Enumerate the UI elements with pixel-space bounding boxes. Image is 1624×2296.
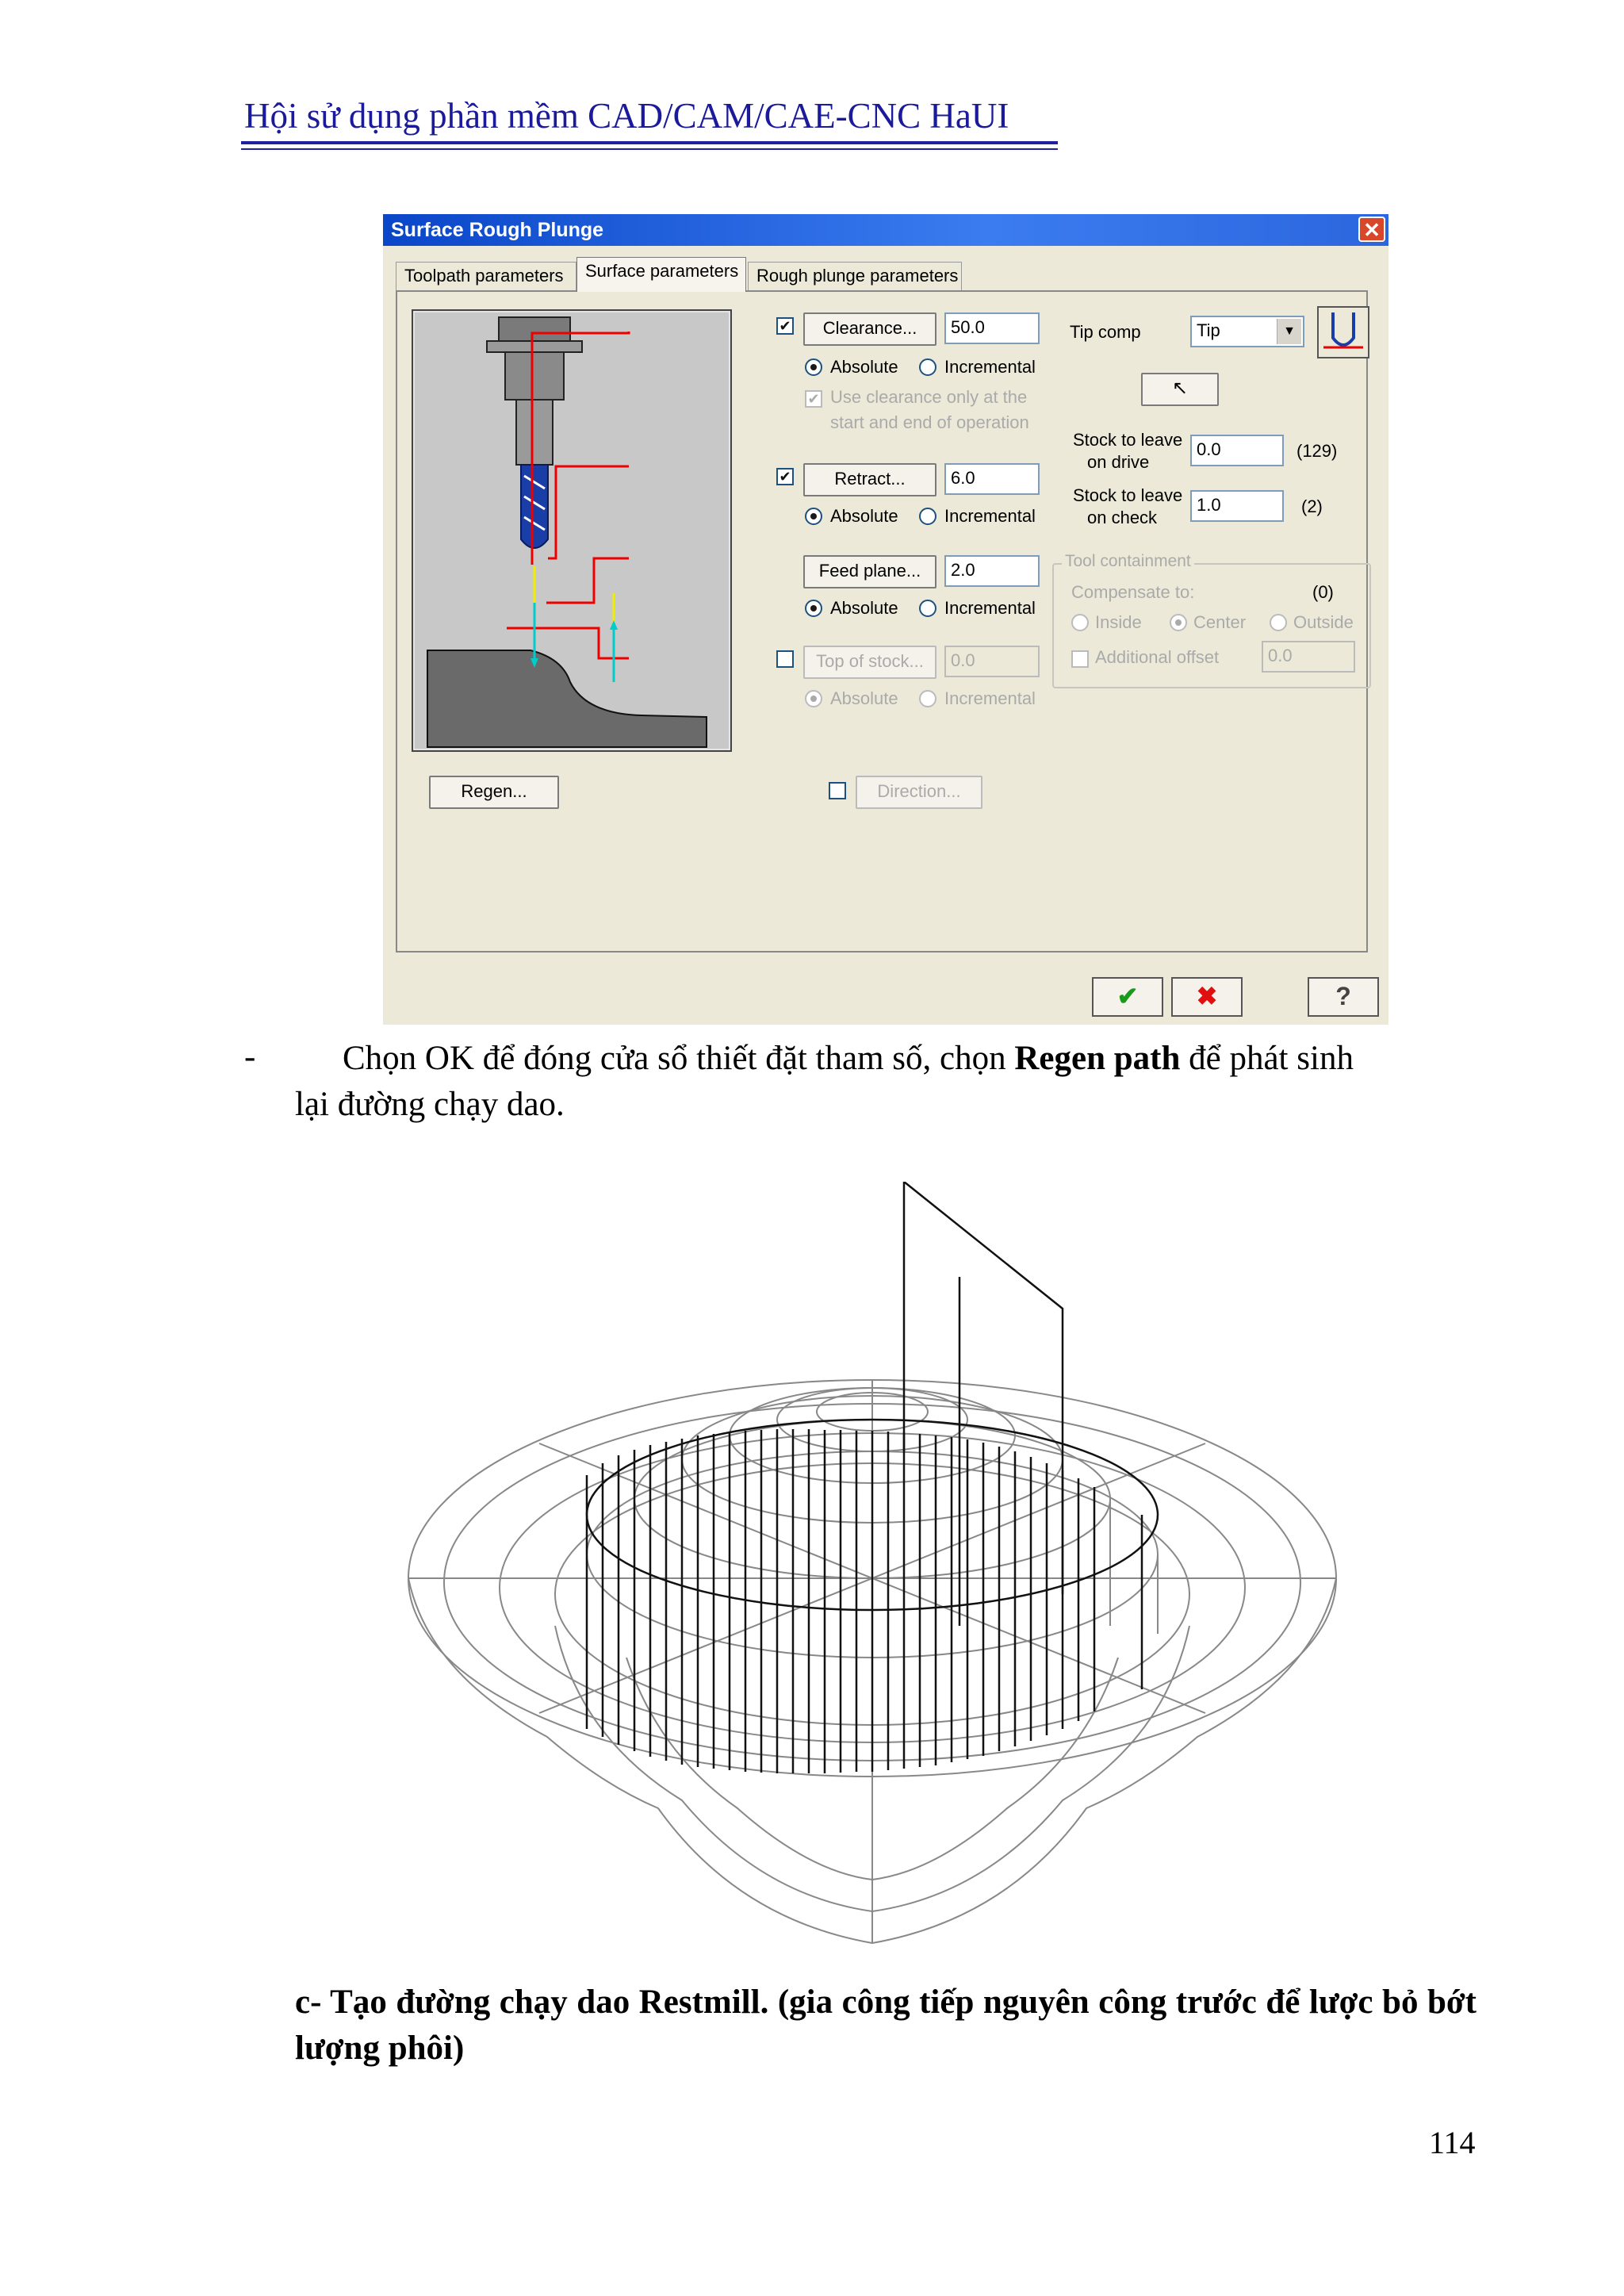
feed-plane-button[interactable]: Feed plane...	[803, 555, 936, 588]
stock-check-count: (2)	[1301, 496, 1323, 516]
ok-button[interactable]	[1092, 977, 1163, 1017]
stock-drive-label-1: Stock to leave	[1073, 430, 1183, 450]
tab-rough-plunge-parameters[interactable]: Rough plunge parameters	[748, 262, 962, 290]
section-heading: c- Tạo đường chạy dao Restmill. (gia công tiếp nguyên công trước để lược bỏ bớt lượng phôi)	[295, 1984, 1477, 2067]
surface-rough-plunge-dialog	[383, 214, 1388, 1025]
inside-radio[interactable]	[1071, 614, 1089, 631]
clearance-absolute-radio[interactable]	[805, 358, 822, 376]
retract-absolute-label: Absolute	[830, 506, 898, 526]
retract-absolute-radio[interactable]	[805, 508, 822, 525]
additional-offset-value[interactable]: 0.0	[1262, 641, 1355, 673]
compensate-count: (0)	[1312, 582, 1334, 602]
chevron-down-icon: ▼	[1277, 319, 1301, 344]
list-dash: -	[244, 1038, 256, 1075]
inside-label: Inside	[1095, 612, 1142, 632]
use-clearance-checkbox[interactable]: ✔	[805, 390, 822, 408]
outside-radio[interactable]	[1270, 614, 1287, 631]
tip-comp-icon	[1317, 306, 1369, 358]
tab-surface-parameters[interactable]: Surface parameters	[576, 257, 746, 292]
paragraph-line-1	[343, 1036, 1477, 1082]
tool-containment-legend: Tool containment	[1062, 552, 1194, 571]
retract-incremental-radio[interactable]	[919, 508, 936, 525]
tool-height-illustration	[412, 309, 732, 752]
clearance-checkbox[interactable]: ✔	[776, 317, 794, 335]
select-drive-surfaces-button[interactable]	[1141, 373, 1219, 406]
clearance-value[interactable]: 50.0	[944, 312, 1040, 344]
tip-comp-value: Tip	[1197, 320, 1220, 340]
center-label: Center	[1193, 612, 1247, 632]
paragraph-text-prefix: Chọn OK để đóng cửa sổ thiết đặt tham số, chọn	[343, 1040, 1015, 1077]
checkmark-icon: ✔	[1116, 982, 1139, 1010]
clearance-incremental-radio[interactable]	[919, 358, 936, 376]
help-button[interactable]	[1308, 977, 1379, 1017]
retract-value[interactable]: 6.0	[944, 463, 1040, 495]
close-icon: ✕	[1363, 218, 1381, 242]
paragraph-line-2: lại đường chạy dao.	[295, 1086, 565, 1123]
clearance-incremental-label: Incremental	[944, 357, 1036, 377]
top-of-stock-absolute-radio[interactable]	[805, 690, 822, 707]
use-clearance-label-2: start and end of operation	[830, 412, 1029, 432]
top-of-stock-button[interactable]: Top of stock...	[803, 646, 936, 679]
header-rule	[241, 141, 1058, 144]
feed-plane-value[interactable]: 2.0	[944, 555, 1040, 587]
regen-path-bold: Regen path	[1014, 1040, 1181, 1077]
dialog-title: Surface Rough Plunge	[391, 219, 604, 241]
page-header: Hội sử dụng phần mềm CAD/CAM/CAE-CNC HaUI	[244, 96, 1009, 136]
feed-plane-incremental-radio[interactable]	[919, 600, 936, 617]
clearance-button[interactable]: Clearance...	[803, 312, 936, 346]
stock-drive-value[interactable]: 0.0	[1190, 435, 1284, 466]
regen-button[interactable]: Regen...	[429, 776, 559, 809]
retract-incremental-label: Incremental	[944, 506, 1036, 526]
stock-drive-count: (129)	[1297, 441, 1338, 461]
top-of-stock-incremental-label: Incremental	[944, 688, 1036, 708]
compensate-to-label: Compensate to:	[1071, 582, 1195, 602]
direction-button[interactable]: Direction...	[856, 776, 982, 809]
top-of-stock-checkbox[interactable]	[776, 650, 794, 668]
tip-comp-select[interactable]	[1190, 316, 1304, 347]
header-rule-thin	[241, 148, 1058, 150]
additional-offset-label: Additional offset	[1095, 647, 1220, 667]
title-bar	[383, 214, 1388, 246]
use-clearance-label-1: Use clearance only at the	[830, 387, 1028, 407]
direction-checkbox[interactable]	[829, 782, 846, 799]
page-number: 114	[1429, 2125, 1476, 2160]
feed-plane-absolute-label: Absolute	[830, 598, 898, 618]
top-of-stock-incremental-radio[interactable]	[919, 690, 936, 707]
tab-toolpath-parameters[interactable]: Toolpath parameters	[396, 262, 576, 290]
tool-containment-group	[1052, 552, 1371, 688]
retract-button[interactable]: Retract...	[803, 463, 936, 496]
cancel-button[interactable]	[1171, 977, 1243, 1017]
feed-plane-absolute-radio[interactable]	[805, 600, 822, 617]
stock-check-value[interactable]: 1.0	[1190, 490, 1284, 522]
help-icon: ?	[1335, 982, 1351, 1010]
outside-label: Outside	[1293, 612, 1354, 632]
close-button[interactable]	[1358, 217, 1385, 242]
tip-comp-label: Tip comp	[1070, 322, 1141, 342]
stock-check-label-1: Stock to leave	[1073, 485, 1183, 505]
surface-parameters-panel	[396, 290, 1368, 953]
toolpath-wireframe-figure	[396, 1182, 1348, 1959]
paragraph-text-suffix: để phát sinh	[1180, 1040, 1354, 1077]
cross-icon: ✖	[1196, 982, 1218, 1010]
top-of-stock-value[interactable]: 0.0	[944, 646, 1040, 677]
clearance-absolute-label: Absolute	[830, 357, 898, 377]
stock-check-label-2: on check	[1087, 508, 1158, 527]
additional-offset-checkbox[interactable]	[1071, 650, 1089, 668]
stock-drive-label-2: on drive	[1087, 452, 1150, 472]
cursor-arrow-icon: ↖	[1171, 378, 1189, 399]
retract-checkbox[interactable]: ✔	[776, 468, 794, 485]
feed-plane-incremental-label: Incremental	[944, 598, 1036, 618]
top-of-stock-absolute-label: Absolute	[830, 688, 898, 708]
center-radio[interactable]	[1170, 614, 1187, 631]
